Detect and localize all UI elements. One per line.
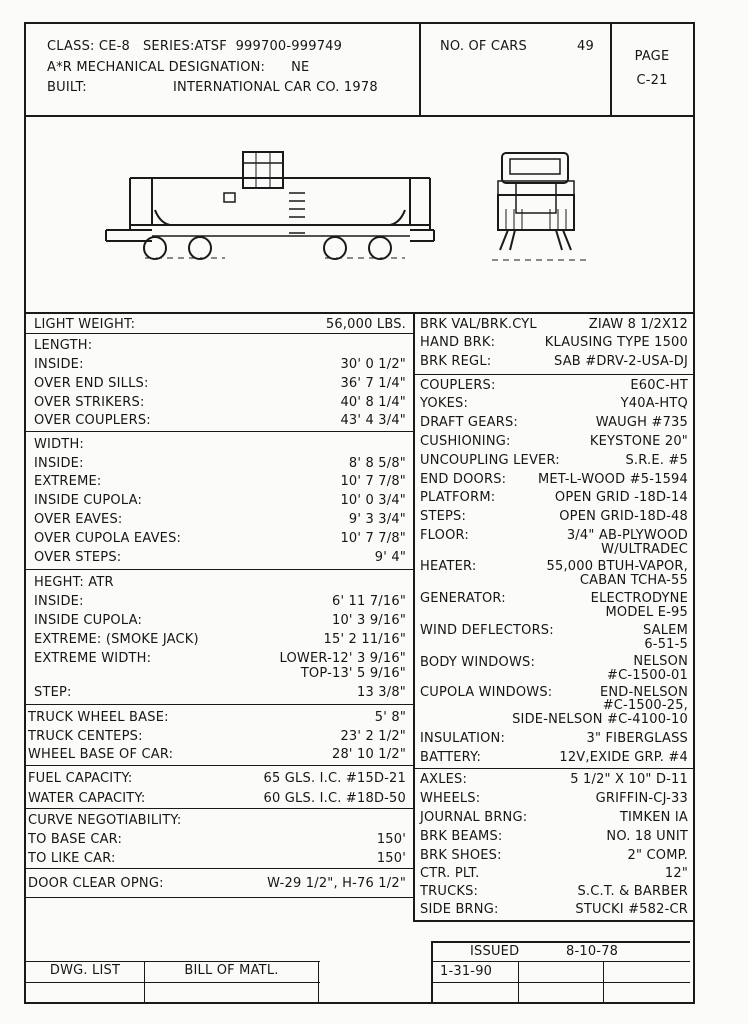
width-over-steps-value: 9' 4" — [374, 550, 406, 565]
div-after-capacity — [24, 808, 415, 809]
floor-value-1: 3/4" AB-PLYWOOD — [566, 528, 688, 543]
truck-centers-value: 23' 2 1/2" — [340, 729, 406, 744]
ctr-plt-value: 12" — [664, 866, 688, 881]
steps-label: STEPS: — [420, 509, 467, 524]
width-over-eaves-value: 9' 3 3/4" — [348, 512, 406, 527]
wind-deflectors-value-1: SALEM — [642, 623, 688, 638]
height-inside-label: INSIDE: — [34, 594, 84, 609]
width-inside-cupola-value: 10' 0 3/4" — [340, 493, 406, 508]
wind-deflectors-value-2: 6-51-5 — [644, 637, 688, 652]
class-series: CLASS: CE-8 SERIES:ATSF 999700-999749 — [47, 39, 343, 54]
like-car-label: TO LIKE CAR: — [28, 851, 116, 866]
axles-label: AXLES: — [420, 772, 468, 787]
trucks-label: TRUCKS: — [420, 884, 479, 899]
built-label: BUILT: — [47, 80, 87, 95]
issued-div-2 — [603, 961, 604, 1003]
header-divider-1 — [419, 22, 421, 117]
body-windows-value-2: #C-1500-01 — [607, 668, 688, 683]
width-heading: WIDTH: — [34, 437, 84, 452]
insulation-value: 3" FIBERGLASS — [586, 731, 688, 746]
journal-label: JOURNAL BRNG: — [420, 810, 528, 825]
height-inside-cupola-value: 10' 3 9/16" — [331, 613, 406, 628]
brk-beams-label: BRK BEAMS: — [420, 829, 503, 844]
page-value: C-21 — [636, 73, 668, 88]
height-extreme-value: 15' 2 11/16" — [323, 632, 406, 647]
built-value: INTERNATIONAL CAR CO. 1978 — [173, 80, 378, 95]
wheels-value: GRIFFIN-CJ-33 — [595, 791, 688, 806]
frame-top — [24, 22, 695, 24]
platform-label: PLATFORM: — [420, 490, 496, 505]
truck-centers-label: TRUCK CENTEPS: — [28, 729, 143, 744]
end-doors-label: END DOORS: — [420, 472, 507, 487]
body-windows-label: BODY WINDOWS: — [420, 655, 536, 670]
issued-line-2 — [432, 982, 690, 983]
width-over-steps-label: OVER STEPS: — [34, 550, 122, 565]
cushioning-value: KEYSTONE 20" — [589, 434, 688, 449]
div-after-curve — [24, 868, 415, 869]
page-label: PAGE — [634, 49, 670, 64]
issued-top — [432, 941, 690, 943]
side-brng-label: SIDE BRNG: — [420, 902, 499, 917]
width-inside-cupola-label: INSIDE CUPOLA: — [34, 493, 143, 508]
caboose-drawing — [0, 115, 748, 315]
cupola-windows-label: CUPOLA WINDOWS: — [420, 685, 553, 700]
width-cupola-eaves-value: 10' 7 7/8" — [340, 531, 406, 546]
generator-value-1: ELECTRODYNE — [590, 591, 688, 606]
yokes-label: YOKES: — [420, 396, 469, 411]
width-over-eaves-label: OVER EAVES: — [34, 512, 123, 527]
mechanical-designation: A*R MECHANICAL DESIGNATION: NE — [47, 60, 310, 75]
frame-bottom — [24, 1002, 695, 1004]
light-weight-label: LIGHT WEIGHT: — [34, 317, 136, 332]
end-view — [492, 153, 590, 260]
div-after-weight — [24, 333, 415, 334]
step-label: STEP: — [34, 685, 72, 700]
no-cars-value: 49 — [577, 39, 594, 54]
generator-value-2: MODEL E-95 — [605, 605, 688, 620]
div-after-width — [24, 569, 415, 570]
bill-of-matl: BILL OF MATL. — [184, 963, 279, 978]
generator-label: GENERATOR: — [420, 591, 506, 606]
footer-line — [24, 961, 320, 962]
cupola-windows-value-1: END-NELSON — [599, 685, 688, 700]
issued-left — [431, 941, 433, 1003]
width-cupola-eaves-label: OVER CUPOLA EAVES: — [34, 531, 182, 546]
platform-value: OPEN GRID -18D-14 — [554, 490, 688, 505]
div-after-door — [24, 897, 415, 898]
length-couplers-label: OVER COUPLERS: — [34, 413, 151, 428]
yokes-value: Y40A-HTQ — [620, 396, 688, 411]
truck-wheel-base-value: 5' 8" — [374, 710, 406, 725]
right-column-bottom — [413, 920, 695, 922]
length-end-sills-value: 36' 7 1/4" — [340, 376, 406, 391]
battery-value: 12V,EXIDE GRP. #4 — [559, 750, 688, 765]
hand-brk-value: KLAUSING TYPE 1500 — [544, 335, 688, 350]
wheel-base-car-value: 28' 10 1/2" — [331, 747, 406, 762]
div-after-battery — [413, 768, 695, 769]
light-weight-value: 56,000 LBS. — [325, 317, 406, 332]
uncoupling-label: UNCOUPLING LEVER: — [420, 453, 560, 468]
height-inside-value: 6' 11 7/16" — [331, 594, 406, 609]
div-after-height — [24, 704, 415, 705]
brk-shoes-value: 2" COMP. — [627, 848, 688, 863]
body-windows-value-1: NELSON — [633, 654, 688, 669]
width-inside-value: 8' 8 5/8" — [348, 456, 406, 471]
div-after-brake — [413, 374, 695, 375]
div-after-truck — [24, 765, 415, 766]
issued-div-1 — [518, 961, 519, 1003]
draft-gears-value: WAUGH #735 — [595, 415, 688, 430]
insulation-label: INSULATION: — [420, 731, 506, 746]
extreme-width-label: EXTREME WIDTH: — [34, 651, 152, 666]
issued-line — [432, 961, 690, 962]
water-capacity-label: WATER CAPACITY: — [28, 791, 146, 806]
issued-date: 8-10-78 — [566, 944, 619, 959]
width-extreme-value: 10' 7 7/8" — [340, 474, 406, 489]
length-couplers-value: 43' 4 3/4" — [340, 413, 406, 428]
cushioning-label: CUSHIONING: — [420, 434, 511, 449]
brk-regl-value: SAB #DRV-2-USA-DJ — [554, 354, 688, 369]
truck-wheel-base-label: TRUCK WHEEL BASE: — [28, 710, 169, 725]
water-capacity-value: 60 GLS. I.C. #18D-50 — [263, 791, 406, 806]
footer-line-2 — [24, 982, 320, 983]
cupola-windows-value-3: SIDE-NELSON #C-4100-10 — [512, 712, 688, 727]
axles-value: 5 1/2" X 10" D-11 — [570, 772, 688, 787]
battery-label: BATTERY: — [420, 750, 482, 765]
journal-value: TIMKEN IA — [619, 810, 688, 825]
floor-label: FLOOR: — [420, 528, 469, 543]
length-end-sills-label: OVER END SILLS: — [34, 376, 149, 391]
height-heading: HEGHT: ATR — [34, 575, 114, 590]
side-brng-value: STUCKI #582-CR — [575, 902, 688, 917]
draft-gears-label: DRAFT GEARS: — [420, 415, 518, 430]
steps-value: OPEN GRID-18D-48 — [559, 509, 688, 524]
cupola-windows-value-2: #C-1500-25, — [602, 698, 688, 713]
height-inside-cupola-label: INSIDE CUPOLA: — [34, 613, 143, 628]
heater-label: HEATER: — [420, 559, 477, 574]
height-extreme-label: EXTREME: (SMOKE JACK) — [34, 632, 199, 647]
door-opening-label: DOOR CLEAR OPNG: — [28, 876, 164, 891]
wind-deflectors-label: WIND DEFLECTORS: — [420, 623, 554, 638]
door-opening-value: W-29 1/2", H-76 1/2" — [267, 876, 406, 891]
width-extreme-label: EXTREME: — [34, 474, 102, 489]
uncoupling-value: S.R.E. #5 — [625, 453, 688, 468]
length-strikers-value: 40' 8 1/4" — [340, 395, 406, 410]
side-view — [106, 152, 434, 259]
step-value: 13 3/8" — [357, 685, 406, 700]
fuel-capacity-label: FUEL CAPACITY: — [28, 771, 133, 786]
wheels-label: WHEELS: — [420, 791, 481, 806]
footer-divider-2 — [318, 961, 319, 1003]
brk-regl-label: BRK REGL: — [420, 354, 492, 369]
heater-value-1: 55,000 BTUH-VAPOR, — [546, 559, 688, 574]
header-divider-2 — [610, 22, 612, 117]
length-inside-label: INSIDE: — [34, 357, 84, 372]
div-after-length — [24, 431, 415, 432]
end-doors-value: MET-L-WOOD #5-1594 — [537, 472, 688, 487]
length-inside-value: 30' 0 1/2" — [340, 357, 406, 372]
length-strikers-label: OVER STRIKERS: — [34, 395, 145, 410]
extreme-width-top: TOP-13' 5 9/16" — [300, 666, 406, 681]
brk-val-value: ZIAW 8 1/2X12 — [588, 317, 688, 332]
brk-beams-value: NO. 18 UNIT — [606, 829, 688, 844]
fuel-capacity-value: 65 GLS. I.C. #15D-21 — [263, 771, 406, 786]
like-car-value: 150' — [376, 851, 406, 866]
base-car-label: TO BASE CAR: — [28, 832, 123, 847]
hand-brk-label: HAND BRK: — [420, 335, 496, 350]
revision-date: 1-31-90 — [440, 964, 493, 979]
couplers-label: COUPLERS: — [420, 378, 496, 393]
dwg-list: DWG. LIST — [49, 963, 121, 978]
length-heading: LENGTH: — [34, 338, 93, 353]
ctr-plt-label: CTR. PLT. — [420, 866, 480, 881]
base-car-value: 150' — [376, 832, 406, 847]
wheel-base-car-label: WHEEL BASE OF CAR: — [28, 747, 174, 762]
curve-heading: CURVE NEGOTIABILITY: — [28, 813, 182, 828]
no-cars-label: NO. OF CARS — [440, 39, 527, 54]
trucks-value: S.C.T. & BARBER — [577, 884, 688, 899]
column-divider — [413, 312, 415, 922]
issued-label: ISSUED — [470, 944, 520, 959]
couplers-value: E60C-HT — [630, 378, 688, 393]
width-inside-label: INSIDE: — [34, 456, 84, 471]
brk-val-label: BRK VAL/BRK.CYL — [420, 317, 537, 332]
extreme-width-lower: LOWER-12' 3 9/16" — [279, 651, 406, 666]
heater-value-2: CABAN TCHA-55 — [579, 573, 688, 588]
floor-value-2: W/ULTRADEC — [601, 542, 688, 557]
brk-shoes-label: BRK SHOES: — [420, 848, 502, 863]
